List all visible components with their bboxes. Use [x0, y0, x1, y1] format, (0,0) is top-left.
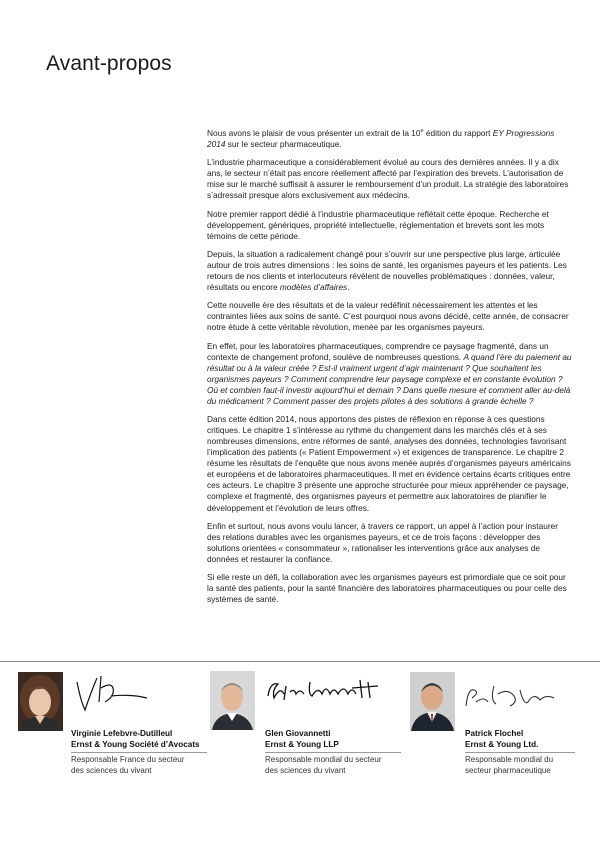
foreword-paragraph	[207, 414, 573, 513]
page-title: Avant-propos	[46, 52, 172, 75]
signatory-2-role-line1: Responsable mondial du secteur	[265, 755, 382, 764]
foreword-paragraph	[207, 209, 573, 242]
paragraph-text: Depuis, la situation a radicalement changé pour s’ouvrir sur une perspective plus large, articulée autour de trois autres dimensions : les soins de santé, les organismes payeurs et les patients. Les retours de nos clients et interlocuteurs révèlent de nouvelles problématiques : données, valeur, résultats ou encore	[207, 248, 567, 293]
signature-flochel	[460, 680, 560, 714]
signatory-1-firm: Ernst & Young Société d’Avocats	[71, 740, 200, 749]
section-divider	[0, 661, 600, 662]
paragraph-text: Notre premier rapport dédié à l’industrie pharmaceutique reflétait cette époque. Recherche et développement, génériques, propriété intellectuelle, réglementation et brevets sont les mots témoins de cette période.	[207, 208, 549, 241]
paragraph-text: .	[347, 282, 350, 293]
signatory-3-firm: Ernst & Young Ltd.	[465, 740, 539, 749]
foreword-body	[207, 128, 573, 612]
paragraph-text: En effet, pour les laboratoires pharmaceutiques, comprendre ce paysage fragmenté, dans un contexte de changement profond, soulève de nombreuses questions.	[207, 340, 549, 362]
signatory-3-role-line1: Responsable mondial du	[465, 755, 554, 764]
portrait-photo-lefebvre-dutilleul	[18, 672, 63, 731]
signatory-1-name: Virginie Lefebvre-Dutilleul	[71, 729, 173, 738]
paragraph-text: Enfin et surtout, nous avons voulu lancer, à travers ce rapport, un appel à l’action pour instaurer des relations durables avec les organismes payeurs, et ce de trois façons : développer des solutions orientées « consommateur », rationaliser les interventions grâce aux analyses de données et restaurer la confiance.	[207, 520, 558, 564]
signatory-2-firm: Ernst & Young LLP	[265, 740, 339, 749]
signatory-2-rule	[265, 752, 401, 753]
superscript-text: e	[420, 128, 424, 135]
signatory-1-role	[71, 754, 211, 776]
italic-text: A quand l’ère du paiement au résultat ou à la valeur créée ? Est-il vraiment urgent d’agir maintenant ? Que souhaitent les organismes payeurs ? Comment comprendre leur paysage complexe et en constante évolution ? Où et combien faut-il investir aujourd’hui et demain ? Dans quelle mesure et comment aller au-delà du médicament ? Comment passer des projets pilotes à des solutions à grande échelle ?	[207, 351, 572, 406]
paragraph-text: sur le secteur pharmaceutique.	[225, 139, 342, 150]
foreword-paragraph	[207, 249, 573, 293]
portrait-photo-flochel	[410, 672, 455, 731]
signature-lefebvre-dutilleul	[71, 672, 151, 714]
foreword-paragraph	[207, 341, 573, 407]
signatory-2-role	[265, 754, 405, 776]
signatory-3-role-line2: secteur pharmaceutique	[465, 766, 551, 775]
signatory-1-role-line2: des sciences du vivant	[71, 766, 152, 775]
signatory-1-role-line1: Responsable France du secteur	[71, 755, 185, 764]
signatory-3-name: Patrick Flochel	[465, 729, 524, 738]
paragraph-text: Cette nouvelle ère des résultats et de la valeur redéfinit nécessairement les attentes et les contraintes liées aux soins de santé. C’est pourquoi nous avons décidé, cette année, de consacrer notre étude à cette véritable révolution, menée par les organismes payeurs.	[207, 300, 569, 333]
paragraph-text: Si elle reste un défi, la collaboration avec les organismes payeurs est primordiale que ce soit pour la santé des patients, pour la santé financière des laboratoires pharmaceutiques ou pour celle des systèmes de santé.	[207, 572, 567, 605]
signatory-3-role	[465, 754, 600, 776]
paragraph-text: Nous avons le plaisir de vous présenter un extrait de la 10	[207, 128, 421, 138]
portrait-photo-giovannetti	[210, 671, 255, 730]
italic-text: modèles d’affaires	[279, 282, 348, 293]
paragraph-text: édition du rapport	[423, 128, 493, 138]
signature-giovannetti	[264, 676, 382, 704]
paragraph-text: Dans cette édition 2014, nous apportons des pistes de réflexion en réponse à ces questions critiques. Le chapitre 1 s’intéresse au rythme du changement dans les marchés clés et à ses nombreuses dimensions, entre réformes de santé, analyses des données, technologies favorisant l’implication des patients (« Patient Empowerment ») et exigences de transparence. Le chapitre 2 résume les résultats de l’enquête que nous avons menée auprès d’organismes payeurs américains et européens et de laboratoires pharmaceutiques. Il met en évidence certains écarts critiques entre ces acteurs. Le chapitre 3 présente une approche structurée pour mieux appréhender ce paysage, complexe et fragmenté, des organismes payeurs et permettre aux laboratoires de planifier le développement et l’évolution de leurs offres.	[207, 414, 571, 513]
foreword-paragraph	[207, 572, 573, 605]
foreword-paragraph	[207, 521, 573, 565]
signatory-3-rule	[465, 752, 575, 753]
signatory-2-role-line2: des sciences du vivant	[265, 766, 346, 775]
signatory-1-rule	[71, 752, 207, 753]
italic-text: EY Progressions 2014	[207, 128, 555, 150]
paragraph-text: L’industrie pharmaceutique a considérablement évolué au cours des dernières années. Il y a dix ans, le secteur n’était pas encore réellement affecté par l’expiration des brevets. L’autorisation de mise sur le marché suffisait à assurer le remboursement d’un produit. La stratégie des laboratoires s’adressait presque alors exclusivement aux médecins.	[207, 157, 569, 201]
foreword-paragraph	[207, 300, 573, 333]
foreword-paragraph	[207, 128, 573, 150]
signatory-2-name: Glen Giovannetti	[265, 729, 331, 738]
foreword-paragraph	[207, 157, 573, 201]
